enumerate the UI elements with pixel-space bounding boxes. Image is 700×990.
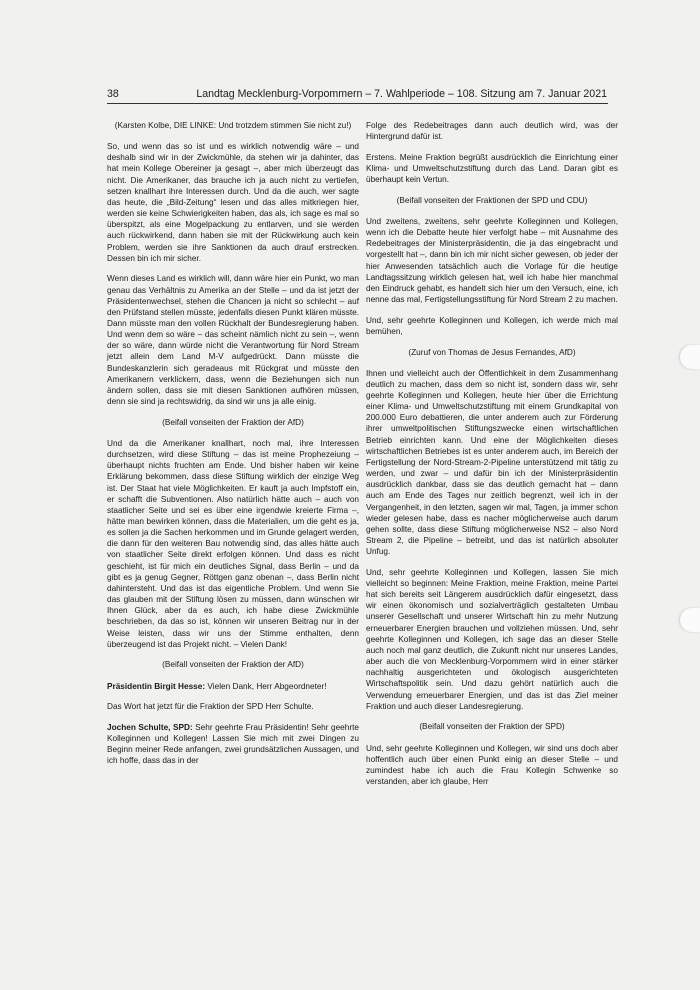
paragraph: So, und wenn das so ist und es wirklich notwendig wäre – und deshalb sind wir in der Zwickmühle, da stehen wir ja dahinter, das hat mein Kollege Obereiner ja gesagt –, aber mich überzeugt das nicht. Die Amerikaner, das brauche ich ja auch nicht zu vertiefen, setzen knallhart ihre Interessen durch. Und da die auch, wer sagte das heute, die „Bild-Zeitung“ lesen und das alles mitkriegen hier, werden sie keine Schwierigkeiten haben, das als, ich sage es mal so überspitzt, als eine Mogelpackung zu entlarven, und sie werden auch rückwirkend, dann haben sie mit der Rückwirkung auch kein Problem, werden sie ihre Sanktionen da auch drauf erstrecken. Dessen bin ich mir sicher. bbox=[107, 142, 359, 263]
page-header bbox=[107, 88, 607, 102]
paragraph: Und, sehr geehrte Kolleginnen und Kollegen, lassen Sie mich vielleicht so beginnen: Meine Fraktion, meine Fraktion, meine Partei hat sich bereits seit Längerem ausdrücklich dafür eingesetzt, dass wir einen ökonomisch und sozialverträglich gestalteten Umbau unserer Gesellschaft und unserer Wirtschaft hin zu mehr Nutzung erneuerbarer Energien brauchen und vollziehen müssen. Und, sehr geehrte Kolleginnen und Kollegen, ich sage das an dieser Stelle auch noch mal ganz deutlich, die Zukunft nicht nur unseres Landes, aber auch die von Mecklenburg-Vorpommern wird in einer stärker nachhaltig ausgerichteten und ökologisch ausgerichteten Wirtschaftspolitik sein. Und dazu gehört natürlich auch die Verwendung erneuerbarer Energien, und das ist das Ziel meiner Fraktion und auch dieser Landesregierung. bbox=[366, 567, 618, 711]
speech-text: Vielen Dank, Herr Abgeordneter! bbox=[207, 681, 327, 691]
left-column bbox=[107, 120, 359, 776]
speaker-paragraph bbox=[107, 681, 359, 692]
paragraph: Ihnen und vielleicht auch der Öffentlichkeit in dem Zusammenhang deutlich zu machen, dass dem so nicht ist, sondern dass wir, sehr geehrte Kolleginnen und Kollegen, heute hier über die Errichtung einer Klima- und Umweltschutzstiftung mit einem Grundkapital von 200.000 Euro debattieren, die unter anderem auch zur Förderung ihrer umweltpolitischen Stiftungszwecke einen wirtschaftlichen Betrieb einrichten kann. Und eine der Möglichkeiten dieses wirtschaftlichen Betriebes ist es unter anderem auch, im Bereich der Fertigstellung der Nord-Stream-2-Pipeline unterstützend mit tätig zu werden, und zwar – und dafür bin ich der Ministerpräsidentin ausdrücklich dankbar, dass sie das deutlich gemacht hat – dann auch am Ende des Tages nur zeitlich begrenzt, weil ich in der Vergangenheit, in den letzten, sagen wir mal, Tagen, ja immer schon wieder gelesen habe, dass es nacher möglicherweise auch darum gehen sollte, dass diese Stiftung möglicherweise NS2 – also Nord Stream 2, die Pipeline – betreibt, und das ist natürlich absoluter Unfug. bbox=[366, 368, 618, 557]
header-rule bbox=[107, 103, 608, 104]
paragraph: Und, sehr geehrte Kolleginnen und Kollegen, wir sind uns doch aber hoffentlich auch über einen Punkt einig an dieser Stelle – und zumindest habe ich auch die Frau Kollegin Schwenke so verstanden, aber ich glaube, Herr bbox=[366, 743, 618, 786]
speaker-name: Jochen Schulte, SPD: bbox=[107, 722, 193, 732]
interjection: (Zuruf von Thomas de Jesus Fernandes, AfD) bbox=[408, 347, 576, 357]
speaker-paragraph bbox=[107, 722, 359, 767]
paragraph: Folge des Redebeitrages dann auch deutlich wird, was der Hintergrund dafür ist. bbox=[366, 121, 618, 142]
paragraph: Und zweitens, zweitens, sehr geehrte Kolleginnen und Kollegen, wenn ich die Debatte heute hier verfolgt habe – mit Ausnahme des Redebeitrages der Ministerpräsidentin, die ja das eingebracht und vorgestellt hat –, dann bin ich mir nicht sicher gewesen, ob jeder der hier Anwesenden tatsächlich auch die Vorlage für die heutige Landtagssitzung wirklich gelesen hat, weil ich habe hier manchmal den Eindruck gehabt, es handelt sich hier um den Versuch, eine, ich nenne das mal, Fertigstellungsstiftung für Nord Stream 2 zu machen. bbox=[366, 216, 618, 305]
paragraph: Und, sehr geehrte Kolleginnen und Kollegen, ich werde mich mal bemühen, bbox=[366, 315, 618, 336]
speaker-name: Präsidentin Birgit Hesse: bbox=[107, 681, 206, 691]
header-title: Landtag Mecklenburg-Vorpommern – 7. Wahlperiode – 108. Sitzung am 7. Januar 2021 bbox=[196, 88, 607, 100]
paragraph: Das Wort hat jetzt für die Fraktion der SPD Herr Schulte. bbox=[107, 702, 314, 712]
page-number: 38 bbox=[107, 88, 119, 100]
interjection: (Beifall vonseiten der Fraktion der AfD) bbox=[162, 660, 304, 670]
punch-hole-top bbox=[680, 345, 700, 369]
interjection: (Beifall vonseiten der Fraktion der SPD) bbox=[419, 722, 565, 732]
paragraph: Erstens. Meine Fraktion begrüßt ausdrücklich die Einrichtung einer Klima- und Umweltschutzstiftung durch das Land. Daran gibt es überhaupt kein Vertun. bbox=[366, 152, 618, 185]
interjection: (Karsten Kolbe, DIE LINKE: Und trotzdem stimmen Sie nicht zu!) bbox=[114, 121, 352, 130]
interjection: (Beifall vonseiten der Fraktionen der SPD und CDU) bbox=[396, 195, 588, 205]
paragraph: Und da die Amerikaner knallhart, noch mal, ihre Interessen durchsetzen, wird diese Stiftung – das ist meine Prophezeiung – überhaupt nichts fruchten am Ende. Und bisher haben wir keine Erklärung bekommen, dass diese Stiftung wirklich der einzige Weg ist. Der Staat hat viele Möglichkeiten. Er kauft ja auch Impfstoff ein, er schafft die Subventionen. Also natürlich hätte auch – auch von staatlicher Seite und sei es über eine irgendwie kreierte Firma –, hätte man bewirken können, dass die Materialien, um die geht es ja, es sollen ja die Sachen herkommen und im Grunde gelagert werden, die dann für den weiteren Bau notwendig sind, das alles hätte auch von staatlicher Seite direkt erfolgen können. Und dass es nicht geschieht, ist für mich ein deutliches Signal, dass Berlin – und da gibt es ja genug Gegner, Röttgen ganz obenan –, dass Berlin nicht dahintersteht. Und das ist das eigentliche Problem. Und wenn Sie das glauben mit der Stiftung lösen zu müssen, dann wünschen wir Ihnen Glück, aber da es auch, ich habe diese Zwickmühle beschrieben, da das so ist, können wir unseren Beitrag nur in der Weise leisten, dass wir uns der Stimme enthalten, denn überzeugend ist das Projekt nicht. – Vielen Dank! bbox=[107, 438, 359, 649]
right-column bbox=[366, 120, 618, 797]
punch-hole-bottom bbox=[680, 608, 700, 632]
speech-text: Sehr geehrte Frau Präsidentin! Sehr geehrte Kolleginnen und Kollegen! Lassen Sie mich mit zwei Dingen zu Beginn meiner Rede anfangen, zwei grundsätzlichen Aussagen, und ich hoffe, dass das in der bbox=[107, 722, 359, 766]
interjection: (Beifall vonseiten der Fraktion der AfD) bbox=[162, 417, 304, 427]
paragraph: Wenn dieses Land es wirklich will, dann wäre hier ein Punkt, wo man genau das Verhältnis zu Amerika an der Stelle – und da ist jetzt der Präsidentenwechsel, stehen die Chancen ja nicht so schlecht – auf den Prüfstand stellen müsste, jedenfalls diesen Punkt klären müsste. Dann müsste man den vollen Rückhalt der Bundesregierung haben. Und wenn dem so wäre – das scheint nämlich nicht zu sein –, wenn der so wäre, dann würde nicht die Verantwortung für Nord Stream jetzt allein dem Land M-V aufgedrückt. Dann müsste die Bundeskanzlerin sich geradeaus mit Rückgrat und müsste den Amerikanern verklickern, dass, wenn die Beziehungen sich nun ändern sollen, dass sie mit diesen Sanktionen aufhören müssen, denn sie sind ja rechtswidrig, da sind wir uns ja alle einig. bbox=[107, 274, 359, 407]
